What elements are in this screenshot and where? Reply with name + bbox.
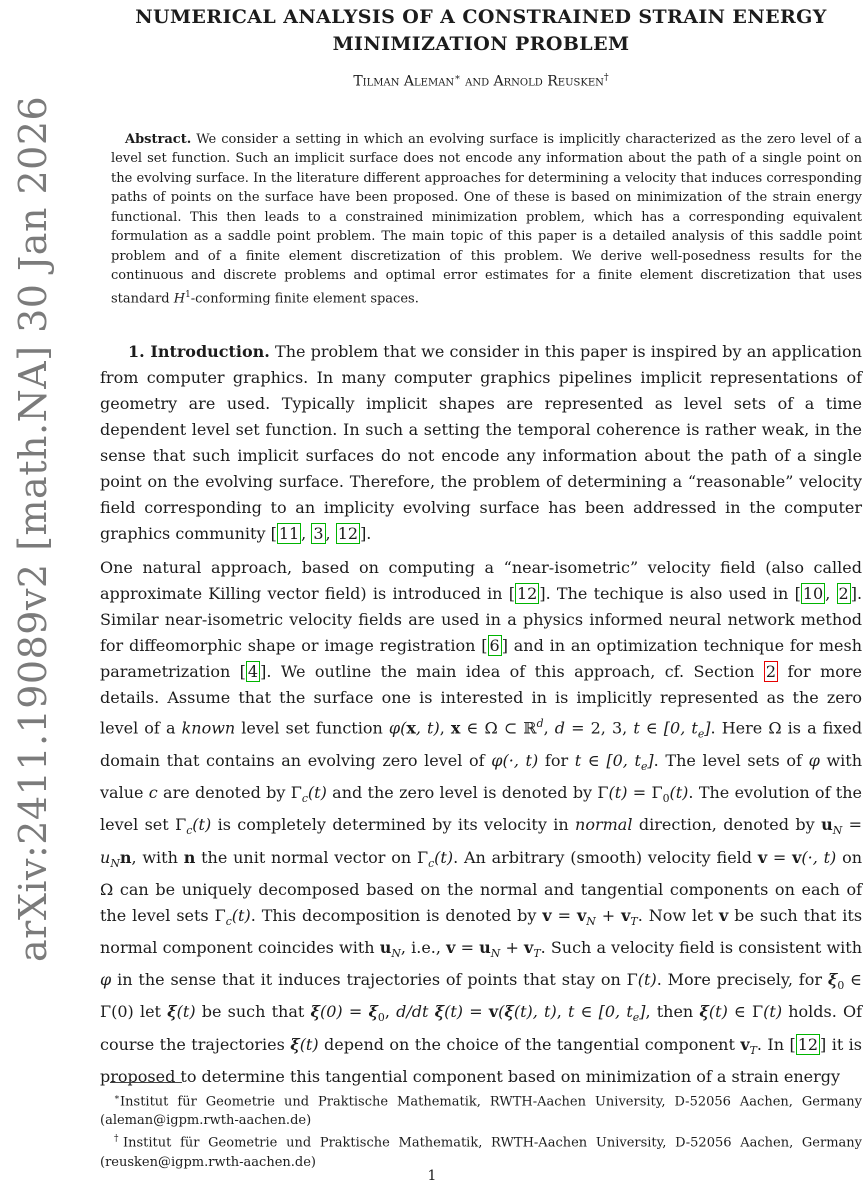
text-segment: u xyxy=(100,847,111,867)
text-segment: for more details. Assume that the surface one is interested in is implicitly represented as the zero level of a xyxy=(100,662,862,738)
text-segment: are denoted by Γ xyxy=(157,783,302,803)
text-segment: ξ xyxy=(310,1002,320,1022)
text-segment: e xyxy=(640,760,648,774)
introduction-paragraph-2 xyxy=(100,555,862,1089)
citation-link[interactable]: 12 xyxy=(516,584,538,604)
text-segment: , xyxy=(384,1002,397,1022)
text-segment: v xyxy=(718,905,729,925)
text-segment: (t) xyxy=(299,1034,319,1054)
text-segment: for xyxy=(538,751,575,770)
text-segment: v xyxy=(757,847,768,867)
text-segment: (t) xyxy=(307,783,327,803)
text-segment: H xyxy=(173,290,186,306)
footnote-rule xyxy=(110,1082,182,1083)
text-segment: = Γ xyxy=(627,783,663,803)
text-segment: N xyxy=(391,947,401,961)
paper-title-line1: NUMERICAL ANALYSIS OF A CONSTRAINED STRAIN ENERGY xyxy=(135,6,827,28)
text-segment: φ xyxy=(808,751,820,770)
citation-link[interactable]: 2 xyxy=(838,584,849,604)
text-segment: 0 xyxy=(837,979,845,993)
text-segment: the unit normal vector on Γ xyxy=(195,847,429,867)
text-segment: d/dt xyxy=(396,1002,435,1022)
text-segment: direction, denoted by xyxy=(632,815,822,835)
text-segment: v xyxy=(488,1002,499,1022)
text-segment: , then xyxy=(645,1002,700,1022)
text-segment: u xyxy=(379,937,392,957)
text-segment: d xyxy=(536,717,544,731)
text-segment: ξ xyxy=(167,1002,177,1022)
text-segment: c xyxy=(301,792,308,806)
text-segment: ]. We outline the main idea of this approach, cf. Section xyxy=(260,662,764,682)
text-segment: . Now let xyxy=(637,905,719,925)
text-segment: The problem that we consider in this paper is inspired by an application from computer graphics. In many computer graphics pipelines implicit representations of geometry are used. Typically implicit shapes are represented as level sets of a time dependent level set function. In such a setting the temporal coherence is rather weak, in the sense that such implicit surfaces do not encode any information about the path of a single point on the evolving surface. Therefore, the problem of determining a “reasonable” velocity field corresponding to an implicity evolving surface has been addressed in the computer graphics community [ xyxy=(100,342,862,544)
text-segment: , i.e., xyxy=(400,937,447,957)
text-segment: ] xyxy=(647,751,654,770)
text-segment: We consider a setting in which an evolving surface is implicitly characterized as the zero level of a level set function. Such an implicit surface does not encode any information about the path of a single point on the evolving surface. In the literature different approaches for determining a velocity that induces corresponding paths of points on the surface have been proposed. One of these is based on minimization of the strain energy functional. This then leads to a constrained minimization problem, which has a corresponding equivalent formulation as a saddle point problem. The main topic of this paper is a detailed analysis of this saddle point problem and of a finite element discretization of this problem. We derive well-posedness results for the continuous and discrete problems and optimal error estimates for a finite element discretization that uses standard xyxy=(111,131,862,306)
text-segment: ( xyxy=(498,1002,505,1022)
text-segment: Abstract. xyxy=(125,131,192,147)
abstract xyxy=(111,130,862,309)
text-segment: v xyxy=(577,905,587,925)
text-segment: , xyxy=(325,524,336,544)
citation-link[interactable]: 6 xyxy=(489,636,500,656)
text-segment: Institut für Geometrie und Praktische Mathematik, RWTH-Aachen University, D-52056 Aachen, Germany (aleman@igpm.rwth-aachen.de) xyxy=(100,1094,862,1129)
paper-title-line2: MINIMIZATION PROBLEM xyxy=(332,33,630,55)
text-segment: . In [ xyxy=(756,1034,796,1054)
text-segment: N xyxy=(110,856,120,870)
text-segment: = xyxy=(463,1002,489,1022)
page-number: 1 xyxy=(427,1168,437,1184)
text-segment: on Ω can be uniquely decomposed based on the normal and tangential components on each of the level sets Γ xyxy=(100,847,863,925)
text-segment: be such that xyxy=(195,1002,311,1022)
citation-link[interactable]: 12 xyxy=(337,524,359,544)
text-segment: ]. xyxy=(360,524,372,544)
citation-link[interactable]: 10 xyxy=(802,584,824,604)
text-segment: 0 xyxy=(377,1011,385,1025)
text-segment: e xyxy=(632,1011,640,1025)
footnote-author-2 xyxy=(100,1130,862,1171)
text-segment: , xyxy=(439,718,451,738)
footnotes xyxy=(100,1082,862,1172)
text-segment: (t) xyxy=(637,970,657,990)
text-segment: Arnold Reusken xyxy=(493,73,604,90)
text-segment: T xyxy=(630,914,638,928)
text-segment: normal xyxy=(575,815,633,835)
text-segment: (t) xyxy=(176,1002,196,1022)
text-segment: ] xyxy=(704,718,711,738)
text-segment: -conforming finite element spaces. xyxy=(190,290,419,306)
section-ref-link[interactable]: 2 xyxy=(765,662,777,682)
text-segment: depend on the choice of the tangential component xyxy=(318,1034,741,1054)
text-segment: (0) = xyxy=(319,1002,369,1022)
text-segment: = xyxy=(455,937,480,957)
text-segment: c xyxy=(428,856,435,870)
text-segment: ] xyxy=(639,1002,646,1022)
text-segment: n xyxy=(119,847,132,867)
authors-line xyxy=(100,72,862,90)
text-segment: ]. The techique is also used in [ xyxy=(539,584,801,604)
text-segment: (t) xyxy=(608,783,628,803)
text-segment: Institut für Geometrie und Praktische Mathematik, RWTH-Aachen University, D-52056 Aachen, Germany (reusken@igpm.rwth-aachen.de) xyxy=(100,1135,862,1170)
text-segment: (t) xyxy=(708,1002,728,1022)
text-segment: . This decomposition is denoted by xyxy=(250,905,543,925)
text-segment: . Here Ω is a fixed domain that contains an evolving zero level of xyxy=(100,718,863,770)
text-segment: , t) xyxy=(415,718,440,738)
text-segment: in the sense that it induces trajectories of points that stay on Γ xyxy=(111,970,638,990)
text-segment: v xyxy=(621,905,631,925)
text-segment: , xyxy=(825,584,837,604)
text-segment: (t) xyxy=(444,1002,464,1022)
text-segment: n xyxy=(183,847,196,867)
paper-title xyxy=(100,4,862,58)
introduction-paragraph-1 xyxy=(100,339,862,547)
text-segment: c xyxy=(186,824,193,838)
text-segment: 0 xyxy=(662,792,670,806)
text-segment: = 2, 3, xyxy=(565,718,634,738)
text-segment: v xyxy=(446,937,456,957)
citation-link[interactable]: 3 xyxy=(313,524,324,544)
citation-link[interactable]: 4 xyxy=(247,662,259,682)
text-segment: Tilman Aleman xyxy=(353,73,455,90)
text-segment: = xyxy=(767,847,793,867)
text-segment: . The level sets of xyxy=(653,751,809,770)
text-segment: v xyxy=(542,905,552,925)
text-segment: + xyxy=(595,905,622,925)
text-segment: φ( xyxy=(388,718,407,738)
text-segment: is completely determined by its velocity in xyxy=(211,815,576,835)
text-segment: and xyxy=(460,73,494,90)
text-segment: x xyxy=(450,718,461,738)
text-segment: . The evolution of the level set Γ xyxy=(100,783,862,835)
arxiv-watermark: arXiv:2411.19089v2 [math.NA] 30 Jan 2026 xyxy=(11,95,55,962)
paper-content xyxy=(100,0,862,1090)
text-segment: † xyxy=(114,1134,123,1145)
text-segment: (t) xyxy=(763,1002,783,1022)
text-segment: (t) xyxy=(434,847,454,867)
text-segment: with value xyxy=(100,751,863,803)
text-segment: = xyxy=(842,815,863,835)
text-segment: ξ xyxy=(504,1002,514,1022)
text-segment: v xyxy=(740,1034,750,1054)
text-segment: u xyxy=(821,815,833,835)
text-segment: ] it is proposed to determine this tangential component based on minimization of a strain energy xyxy=(100,1034,862,1086)
text-segment: known xyxy=(181,718,236,738)
text-segment: ξ xyxy=(827,970,838,990)
text-segment: 1. Introduction. xyxy=(128,342,270,362)
text-segment: + xyxy=(500,937,525,957)
text-segment: ] and in an optimization technique for mesh parametrization [ xyxy=(100,636,862,682)
text-segment: ξ xyxy=(290,1034,300,1054)
text-segment: , with xyxy=(131,847,184,867)
text-segment: x xyxy=(406,718,416,738)
text-segment: d xyxy=(554,718,566,738)
text-segment: N xyxy=(832,824,843,838)
text-segment: , xyxy=(301,524,312,544)
citation-link[interactable]: 12 xyxy=(797,1034,819,1054)
text-segment: ∗ xyxy=(454,72,461,83)
footnote-author-1 xyxy=(100,1089,862,1130)
text-segment: N xyxy=(490,947,501,961)
text-segment: = xyxy=(551,905,577,925)
text-segment: t ∈ [0, t xyxy=(633,718,698,738)
text-segment: (t) xyxy=(231,905,251,925)
text-segment: T xyxy=(533,947,541,961)
text-segment: ∈ Γ(0) let xyxy=(100,970,863,1022)
text-segment: ξ xyxy=(434,1002,445,1022)
text-segment: , xyxy=(556,1002,568,1022)
text-segment: ]. Similar near-isometric velocity fields are used in a physics informed neural network method for diffeomorphic shape or image registration [ xyxy=(100,584,863,656)
text-segment: u xyxy=(479,937,491,957)
text-segment: holds. Of course the trajectories xyxy=(100,1002,863,1054)
text-segment: level set function xyxy=(235,718,389,738)
text-segment: N xyxy=(586,914,596,928)
text-segment: ξ xyxy=(699,1002,709,1022)
text-segment: (·, t) xyxy=(801,847,837,867)
text-segment: φ xyxy=(100,970,112,990)
text-segment: † xyxy=(603,72,609,83)
text-segment: t ∈ [0, t xyxy=(567,1002,633,1022)
text-segment: One natural approach, based on computing a “near-isometric” velocity field (also called approximate Killing vector field) is introduced in [ xyxy=(100,558,862,604)
text-segment: T xyxy=(749,1043,757,1057)
text-segment: (t) xyxy=(669,783,689,803)
text-segment: (t), t) xyxy=(513,1002,557,1022)
text-segment: ∗ xyxy=(114,1093,121,1103)
text-segment: ξ xyxy=(368,1002,378,1022)
citation-link[interactable]: 11 xyxy=(278,524,300,544)
text-segment: e xyxy=(697,728,705,741)
text-segment: c xyxy=(225,914,232,928)
text-segment: . An arbitrary (smooth) velocity field xyxy=(453,847,758,867)
text-segment: t ∈ [0, t xyxy=(574,751,641,770)
text-segment: (t) xyxy=(192,815,212,835)
text-segment: φ(·, t) xyxy=(491,751,539,770)
text-segment: v xyxy=(524,937,534,957)
text-segment: 1 xyxy=(185,289,191,300)
text-segment: be such that its normal component coincides with xyxy=(100,905,863,957)
text-segment: ∈ Γ xyxy=(727,1002,764,1022)
text-segment: and the zero level is denoted by Γ xyxy=(326,783,609,803)
text-segment: c xyxy=(148,783,158,803)
text-segment: , xyxy=(543,718,555,738)
text-segment: ∈ Ω ⊂ ℝ xyxy=(460,718,537,738)
text-segment: v xyxy=(792,847,802,867)
text-segment: . More precisely, for xyxy=(656,970,828,990)
text-segment: . Such a velocity field is consistent with xyxy=(540,937,863,957)
